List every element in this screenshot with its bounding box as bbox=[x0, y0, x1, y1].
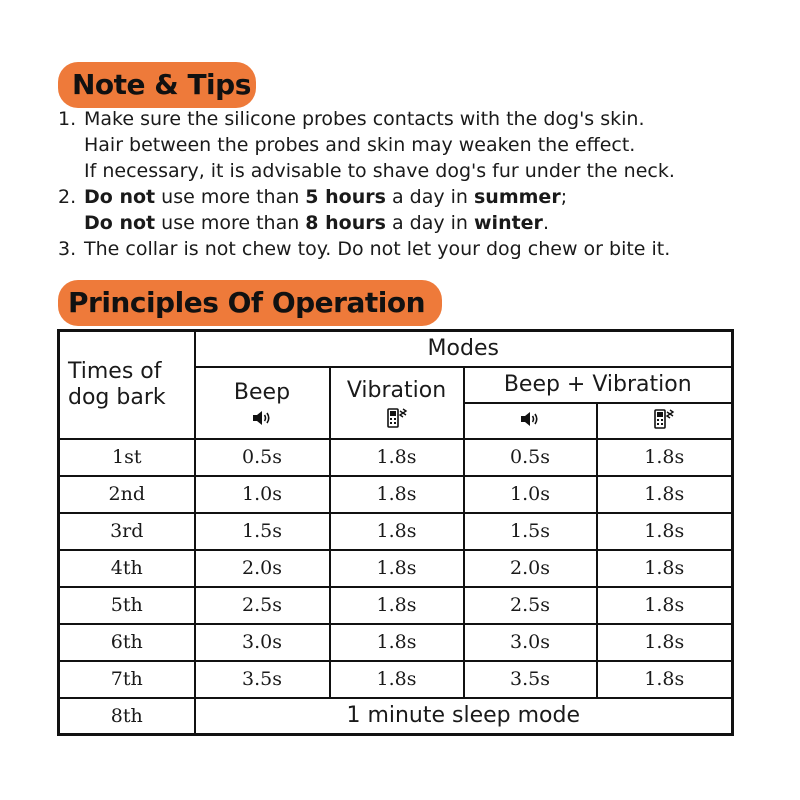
table-cell-vibration: 1.8s bbox=[330, 439, 464, 476]
table-cell-beep: 2.0s bbox=[195, 550, 330, 587]
tip-2-line-2 bbox=[58, 210, 778, 236]
table-cell-bark: 5th bbox=[59, 587, 195, 624]
table-row bbox=[59, 587, 733, 624]
modes-header: Modes bbox=[195, 331, 733, 367]
tip-1-line-2 bbox=[58, 132, 778, 158]
tip-emphasis: winter bbox=[474, 212, 543, 234]
mode-label: Beep bbox=[233, 379, 291, 405]
table-cell-vibration: 1.8s bbox=[330, 661, 464, 698]
table-cell-beep: 3.0s bbox=[195, 624, 330, 661]
table-cell-bark: 7th bbox=[59, 661, 195, 698]
times-of-bark-header bbox=[59, 331, 195, 439]
tip-text: use more than bbox=[155, 212, 306, 234]
mode-label: Vibration bbox=[346, 377, 447, 403]
table-cell-bv-vibration: 1.8s bbox=[597, 624, 733, 661]
tip-text: Hair between the probes and skin may weaken the effect. bbox=[84, 134, 636, 156]
table-row bbox=[59, 439, 733, 476]
tip-3-line-1 bbox=[58, 236, 778, 262]
tip-emphasis: Do not bbox=[84, 212, 156, 234]
table-cell-vibration: 1.8s bbox=[330, 513, 464, 550]
table-cell-bv-vibration: 1.8s bbox=[597, 439, 733, 476]
tip-number: 3. bbox=[58, 238, 77, 260]
table-row bbox=[59, 513, 733, 550]
table-cell-bv-beep: 0.5s bbox=[464, 439, 597, 476]
header-line: dog bark bbox=[68, 384, 166, 410]
table-cell-bv-vibration: 1.8s bbox=[597, 587, 733, 624]
table-row bbox=[59, 476, 733, 513]
bv-vibration-icon-cell bbox=[597, 403, 733, 439]
table-cell-bv-beep: 1.5s bbox=[464, 513, 597, 550]
sleep-mode-cell: 1 minute sleep mode bbox=[195, 698, 733, 735]
tip-emphasis: 5 hours bbox=[305, 186, 386, 208]
tip-2-line-1 bbox=[58, 184, 778, 210]
table-cell-bv-vibration: 1.8s bbox=[597, 550, 733, 587]
table-cell-beep: 3.5s bbox=[195, 661, 330, 698]
table-row bbox=[59, 661, 733, 698]
table-cell-bv-beep: 2.5s bbox=[464, 587, 597, 624]
tip-emphasis: Do not bbox=[84, 186, 156, 208]
table-cell-bark: 2nd bbox=[59, 476, 195, 513]
tip-emphasis: summer bbox=[474, 186, 561, 208]
tip-text: ; bbox=[560, 186, 568, 208]
tips-list bbox=[58, 106, 778, 262]
vibrating-phone-icon bbox=[386, 408, 408, 428]
vibrating-phone-icon bbox=[653, 409, 675, 429]
table-cell-beep: 0.5s bbox=[195, 439, 330, 476]
table-row bbox=[59, 624, 733, 661]
tip-number: 2. bbox=[58, 186, 77, 208]
table-cell-bv-vibration: 1.8s bbox=[597, 661, 733, 698]
tip-text: . bbox=[542, 212, 549, 234]
table-cell-bark: 3rd bbox=[59, 513, 195, 550]
tip-text: a day in bbox=[385, 212, 474, 234]
tip-text: use more than bbox=[155, 186, 306, 208]
table-cell-beep: 2.5s bbox=[195, 587, 330, 624]
note-tips-heading: Note & Tips bbox=[58, 62, 256, 108]
speaker-icon bbox=[520, 411, 540, 427]
table-cell-bark: 1st bbox=[59, 439, 195, 476]
table-cell-bv-beep: 3.5s bbox=[464, 661, 597, 698]
operation-table-wrapper bbox=[57, 329, 734, 736]
speaker-icon bbox=[252, 410, 272, 426]
table-cell-beep: 1.0s bbox=[195, 476, 330, 513]
tip-text: Make sure the silicone probes contacts with the dog's skin. bbox=[84, 108, 645, 130]
tip-text: a day in bbox=[385, 186, 474, 208]
operation-table bbox=[57, 329, 734, 736]
table-row bbox=[59, 550, 733, 587]
tip-1-line-3 bbox=[58, 158, 778, 184]
table-cell-bv-beep: 1.0s bbox=[464, 476, 597, 513]
table-cell-bark: 6th bbox=[59, 624, 195, 661]
tip-emphasis: 8 hours bbox=[305, 212, 386, 234]
table-cell-bv-beep: 3.0s bbox=[464, 624, 597, 661]
tip-text: The collar is not chew toy. Do not let your dog chew or bite it. bbox=[84, 238, 671, 260]
table-cell-bark: 4th bbox=[59, 550, 195, 587]
table-cell-bv-vibration: 1.8s bbox=[597, 476, 733, 513]
table-cell-vibration: 1.8s bbox=[330, 587, 464, 624]
table-cell-bv-vibration: 1.8s bbox=[597, 513, 733, 550]
tip-number: 1. bbox=[58, 108, 77, 130]
table-cell-vibration: 1.8s bbox=[330, 550, 464, 587]
table-cell-vibration: 1.8s bbox=[330, 624, 464, 661]
tip-text: If necessary, it is advisable to shave dog's fur under the neck. bbox=[84, 160, 675, 182]
table-cell-beep: 1.5s bbox=[195, 513, 330, 550]
bv-beep-icon-cell bbox=[464, 403, 597, 439]
table-cell-vibration: 1.8s bbox=[330, 476, 464, 513]
operation-heading: Principles Of Operation bbox=[58, 280, 442, 326]
table-row-sleep bbox=[59, 698, 733, 735]
beep-vibration-mode-header: Beep + Vibration bbox=[464, 367, 733, 403]
beep-mode-header bbox=[195, 367, 330, 439]
table-cell-bark: 8th bbox=[59, 698, 195, 735]
tip-1-line-1 bbox=[58, 106, 778, 132]
table-cell-bv-beep: 2.0s bbox=[464, 550, 597, 587]
vibration-mode-header bbox=[330, 367, 464, 439]
header-line: Times of bbox=[68, 358, 162, 384]
